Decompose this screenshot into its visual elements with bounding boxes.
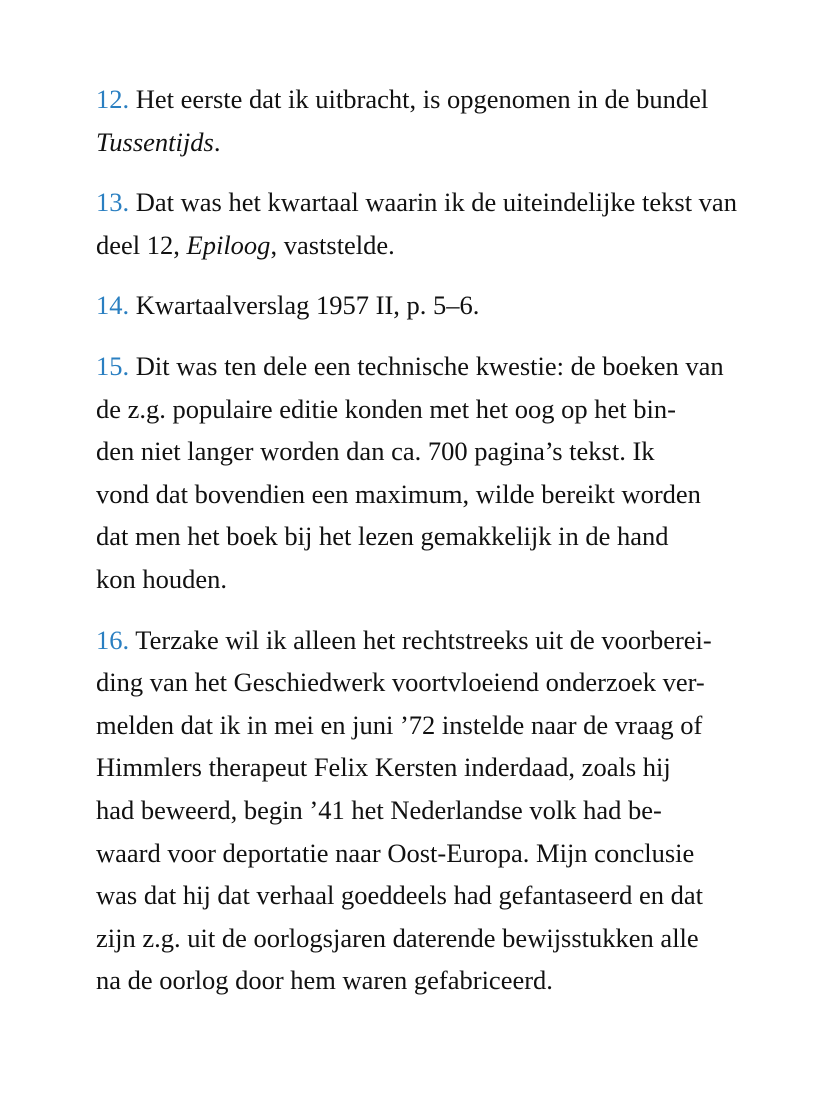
footnote-line	[96, 388, 756, 431]
text-run: Dit was ten dele een technische kwestie: de boeken van	[135, 350, 724, 381]
footnote-line	[96, 558, 756, 601]
footnote-line	[96, 789, 756, 832]
footnote-line	[136, 351, 724, 381]
footnote-line	[96, 224, 756, 267]
footnote-number: 15 .	[96, 351, 129, 381]
text-run: Kwartaalverslag 1957 II, p. 5–6.	[135, 290, 480, 321]
footnote-line	[136, 290, 480, 320]
footnote-line	[136, 187, 737, 217]
footnote-line	[96, 917, 756, 960]
text-run: was dat hij dat verhaal goeddeels had gefantaseerd en dat	[96, 880, 704, 911]
footnote-line	[96, 874, 756, 917]
footnote-line	[96, 832, 756, 875]
text-run: kon houden.	[96, 563, 228, 594]
footnote-number: 14 .	[96, 290, 129, 320]
footnote-line	[96, 430, 756, 473]
footnote-14	[96, 284, 756, 327]
text-run: Dat was het kwartaal waarin ik de uiteindelijke tekst van	[135, 187, 737, 218]
text-run: Het eerste dat ik uitbracht, is opgenomen in de bundel	[135, 84, 709, 114]
footnote-number: 12 .	[96, 84, 129, 114]
text-run: waard voor deportatie naar Oost-Europa. Mijn conclusie	[96, 837, 695, 868]
text-run: had beweerd, begin ’41 het Nederlandse volk had be-	[96, 794, 662, 825]
text-run: melden dat ik in mei en juni ’72 instelde naar de vraag of	[96, 709, 703, 740]
footnote-line	[96, 746, 756, 789]
text-run: .	[213, 126, 221, 157]
footnote-line	[96, 661, 756, 704]
footnote-line	[135, 625, 711, 655]
footnote-number: 16 .	[96, 625, 129, 655]
text-run: , vaststelde.	[270, 229, 395, 260]
text-run: dat men het boek bij het lezen gemakkelijk in de hand	[96, 521, 669, 552]
footnote-line	[96, 515, 756, 558]
footnote-text	[136, 290, 480, 320]
footnote-12	[96, 78, 756, 163]
text-run: den niet langer worden dan ca. 700 pagina’s tekst. Ik	[96, 436, 655, 467]
footnote-line	[96, 473, 756, 516]
footnote-16	[96, 619, 756, 1002]
footnote-number: 13 .	[96, 187, 129, 217]
footnote-13	[96, 181, 756, 266]
text-run: Himmlers therapeut Felix Kersten inderdaad, zoals hij	[96, 752, 671, 783]
footnote-line	[96, 959, 756, 1002]
italic-title: Tussentijds	[96, 126, 214, 157]
footnote-15	[96, 345, 756, 601]
text-run: deel 12,	[96, 229, 187, 260]
footnote-line	[96, 121, 756, 164]
footnotes-list	[96, 78, 756, 1020]
footnote-line	[136, 84, 709, 114]
text-run: de z.g. populaire editie konden met het oog op het bin-	[96, 393, 676, 424]
footnote-line	[96, 704, 756, 747]
text-run: ding van het Geschiedwerk voortvloeiend onderzoek ver-	[96, 667, 705, 698]
italic-title: Epiloog	[186, 229, 271, 260]
text-run: zijn z.g. uit de oorlogsjaren daterende bewijsstukken alle	[96, 922, 699, 953]
text-run: Terzake wil ik alleen het rechtstreeks uit de voorberei-	[135, 624, 712, 655]
text-run: na de oorlog door hem waren gefabriceerd.	[96, 965, 553, 996]
text-run: vond dat bovendien een maximum, wilde bereikt worden	[96, 478, 701, 509]
